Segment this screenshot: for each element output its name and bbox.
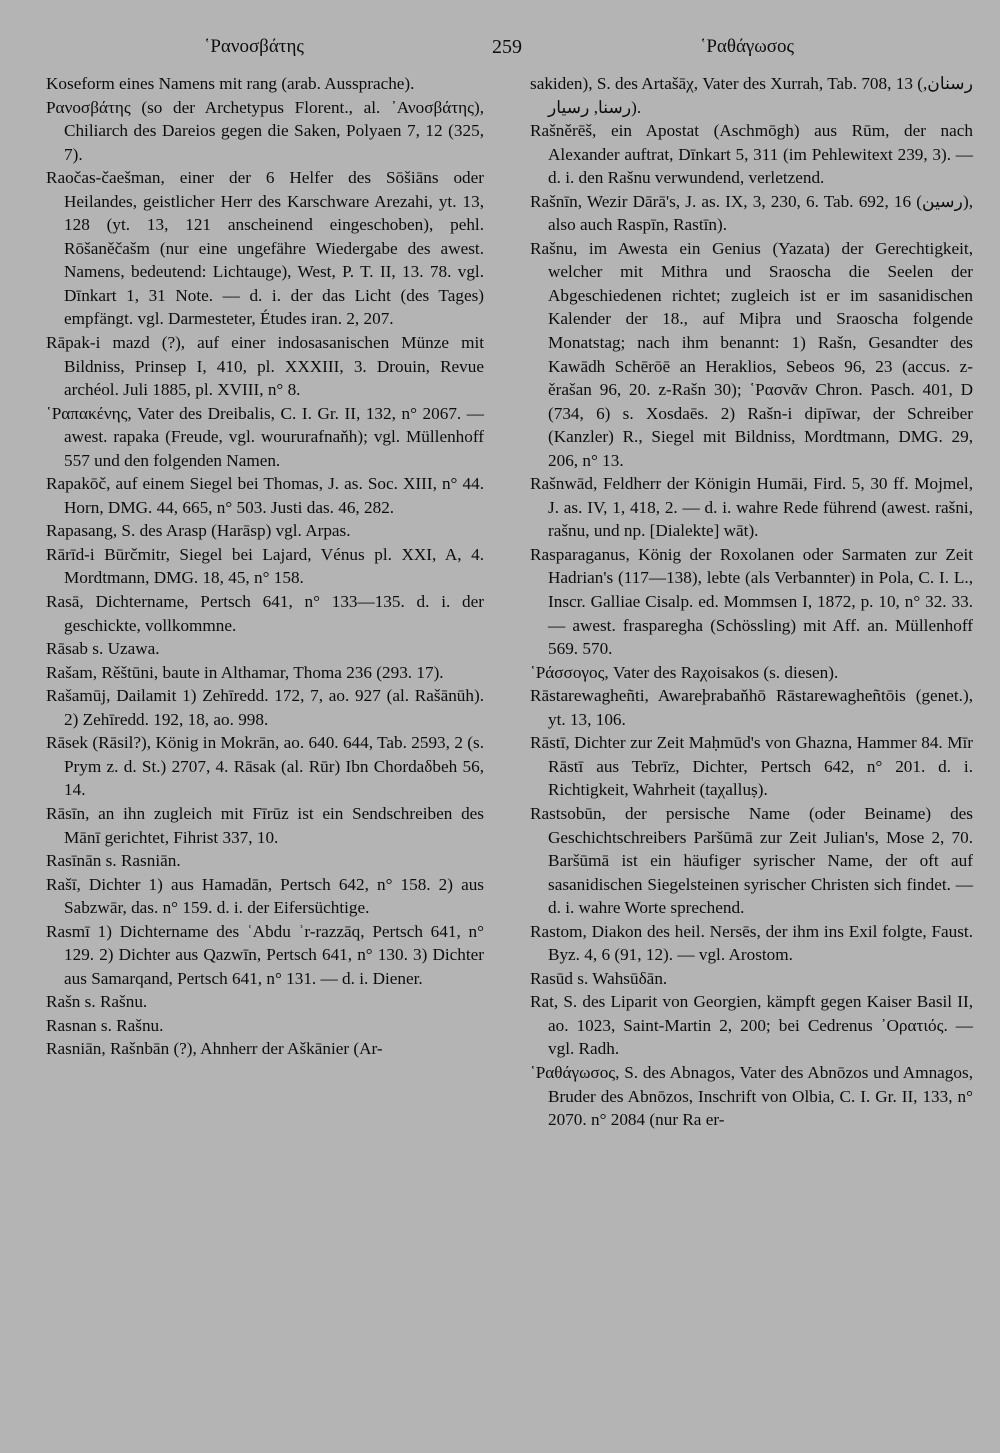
header-right-headword: ῾Ραθάγωσος (700, 36, 795, 57)
dictionary-entry: Rastom, Diakon des heil. Nersēs, der ihm ins Exil folgte, Faust. Byz. 4, 6 (91, 12). — vgl. Arostom. (530, 921, 973, 965)
dictionary-entry: Rasniān, Rašnbān (?), Ahnherr der Aškānier (Ar- (46, 1039, 383, 1059)
dictionary-entry: Rašnīn, Wezir Dārā's, J. as. IX, 3, 230, 6. Tab. 692, 16 (رسین), also auch Raspīn, Rastīn). (530, 191, 973, 235)
dictionary-entry: Ρανοσβάτης (so der Archetypus Florent., al. ᾿Ανοσβάτης), Chiliarch des Dareios gegen die Saken, Polyaen 7, 12 (325, 7). (46, 97, 484, 164)
dictionary-entry: Rašnu, im Awesta ein Genius (Yazata) der Gerechtigkeit, welcher mit Mithra und Sraoscha die Seelen der Abgeschiedenen richtet; zugleich ist er im sasanidischen Kalender der 18., auf Miþra und Sraoscha folgende Monatstag; nach ihm benannt: 1) Rašn, Gesandter des Kawādh Schērōē an Heraklios, Sebeos 96, 23 (accus. z-ěrašan 96, 20. z-Rašn 30); ῾Ρασνᾶν Chron. Pasch. 401, D (734, 6) s. Xosdaēs. 2) Rašn-i dipīwar, der Schreiber (Kanzler) R., Siegel mit Bildniss, Mordtmann, DMG. 29, 206, n° 13. (530, 238, 973, 470)
dictionary-entry: Rasīnān s. Rasniān. (46, 851, 181, 871)
dictionary-entry: Rasnan s. Rašnu. (46, 1015, 164, 1035)
dictionary-entry: Rāsek (Rāsil?), König in Mokrān, ao. 640. 644, Tab. 2593, 2 (s. Prym z. d. St.) 2707, 4. Rāsak (al. Rūr) Ibn Chordaδbeh 56, 14. (46, 733, 484, 800)
header-left-headword: ῾Ρανοσβάτης (204, 36, 304, 57)
dictionary-entry: Rat, S. des Liparit von Georgien, kämpft gegen Kaiser Basil II, ao. 1023, Saint-Martin 2, 200; bei Cedrenus ᾿Ορατιός. — vgl. Radh. (530, 992, 973, 1059)
dictionary-entry: Rapakōč, auf einem Siegel bei Thomas, J. as. Soc. XIII, n° 44. Horn, DMG. 44, 665, n° 503. Justi das. 46, 282. (46, 474, 484, 517)
dictionary-entry: Rasā, Dichtername, Pertsch 641, n° 133—135. d. i. der geschickte, vollkommne. (46, 592, 484, 635)
dictionary-entry: Rāpak-i mazd (?), auf einer indosasanischen Münze mit Bildniss, Prinsep I, 410, pl. XXXIII, 3. Drouin, Revue archéol. Juli 1885, pl. XVIII, n° 8. (46, 333, 484, 400)
dictionary-entry: Rasmī 1) Dichtername des ʿAbdu ʾr-razzāq, Pertsch 641, n° 129. 2) Dichter aus Qazwīn, Pertsch 641, n° 130. 3) Dichter aus Samarqand, Pertsch 641, n° 131. — d. i. Diener. (46, 921, 484, 988)
dictionary-entry: ῾Ράσσογος, Vater des Raχoisakos (s. diesen). (530, 662, 839, 682)
dictionary-entry: Rāstī, Dichter zur Zeit Maḥmūd's von Ghazna, Hammer 84. Mīr Rāstī aus Tebrīz, Dichter, Pertsch 642, n° 201. d. i. Richtigkeit, Wahrheit (taχalluṣ). (530, 733, 973, 800)
dictionary-entry: ῾Ραθάγωσος, S. des Abnagos, Vater des Abnōzos und Amnagos, Bruder des Abnōzos, Inschrift von Olbia, C. I. Gr. II, 133, n° 2070. n° 2084 (nur Ra er- (530, 1062, 973, 1130)
right-column (530, 72, 973, 1132)
dictionary-entry: Rārīd-i Būrčmitr, Siegel bei Lajard, Vénus pl. XXI, A, 4. Mordtmann, DMG. 18, 45, n° 158. (46, 544, 484, 588)
page-number: 259 (492, 36, 522, 58)
dictionary-entry: Rastsobūn, der persische Name (oder Beiname) des Geschichtschreibers Paršūmā zur Zeit Julian's, Mose 2, 70. Baršūmā ist ein häufiger syrischer Name, der oft auf sasanidischen Siegelsteinen syrischer Christen sich findet. — d. i. wahre Worte sprechend. (530, 803, 973, 918)
left-column (46, 72, 484, 1061)
dictionary-entry: Rasparaganus, König der Roxolanen oder Sarmaten zur Zeit Hadrian's (117—138), lebte (als Verbannter) in Pola, C. I. L., Inscr. Galliae Cisalp. ed. Mommsen I, 1872, p. 10, n° 32. 33. — awest. frasparegha (Schössling) mit Aff. an. Müllenhoff 569. 570. (530, 544, 973, 659)
dictionary-entry: ῾Ραπακένης, Vater des Dreibalis, C. I. Gr. II, 132, n° 2067. — awest. rapaka (Freude, vgl. woururafnaňh); vgl. Müllenhoff 557 und den folgenden Namen. (46, 403, 484, 470)
dictionary-entry: Rasūd s. Wahsūδān. (530, 968, 668, 988)
running-header (0, 32, 1000, 66)
dictionary-entry: Koseform eines Namens mit rang (arab. Aussprache). (46, 74, 415, 93)
dictionary-entry: Rašnwād, Feldherr der Königin Humāi, Fird. 5, 30 ff. Mojmel, J. as. IV, 1, 418, 2. — d. i. wahre Rede führend (awest. rašni, rašnu, und np. [Dialekte] wāt). (530, 474, 973, 541)
dictionary-entry: Rašněrēš, ein Apostat (Aschmōgh) aus Rūm, der nach Alexander auftrat, Dīnkart 5, 311 (im Pehlewitext 239, 3). — d. i. den Rašnu verwundend, verletzend. (530, 121, 973, 188)
dictionary-entry: Rašn s. Rašnu. (46, 992, 148, 1012)
dictionary-entry: Raočas-čaešman, einer der 6 Helfer des Sōšiāns oder Heilandes, geistlicher Herr des Karschware Arezahi, yt. 13, 128 (yt. 13, 121 anscheinend eingeschoben), pehl. Rōšaněčašm (nur eine ungefähre Wiedergabe des awest. Namens, bedeutend: Lichtauge), West, P. T. II, 13. 78. vgl. Dīnkart 1, 31 Note. — d. i. der das Licht (des Tages) empfängt. vgl. Darmesteter, Études iran. 2, 207. (46, 168, 484, 329)
dictionary-entry: Rašam, Rěštūni, baute in Althamar, Thoma 236 (293. 17). (46, 662, 444, 682)
dictionary-entry: Rašī, Dichter 1) aus Hamadān, Pertsch 642, n° 158. 2) aus Sabzwār, das. n° 159. d. i. der Eifersüchtige. (46, 874, 484, 918)
dictionary-entry: Rāsīn, an ihn zugleich mit Fīrūz ist ein Sendschreiben des Mānī gerichtet, Fihrist 337, 10. (46, 803, 484, 847)
dictionary-entry: Rašamūj, Dailamit 1) Zehīredd. 172, 7, ao. 927 (al. Rašānūh). 2) Zehīredd. 192, 18, ao. 998. (46, 686, 484, 729)
dictionary-entry: sakiden), S. des Artašāχ, Vater des Xurrah, Tab. 708, 13 (رسنان, رسنا, رسیار). (530, 74, 973, 117)
dictionary-entry: Rāstarewagheñti, Awareþrabaňhō Rāstarewagheñtōis (genet.), yt. 13, 106. (530, 686, 973, 729)
dictionary-entry: Rāsab s. Uzawa. (46, 639, 160, 659)
dictionary-entry: Rapasang, S. des Arasp (Harāsp) vgl. Arpas. (46, 521, 351, 541)
